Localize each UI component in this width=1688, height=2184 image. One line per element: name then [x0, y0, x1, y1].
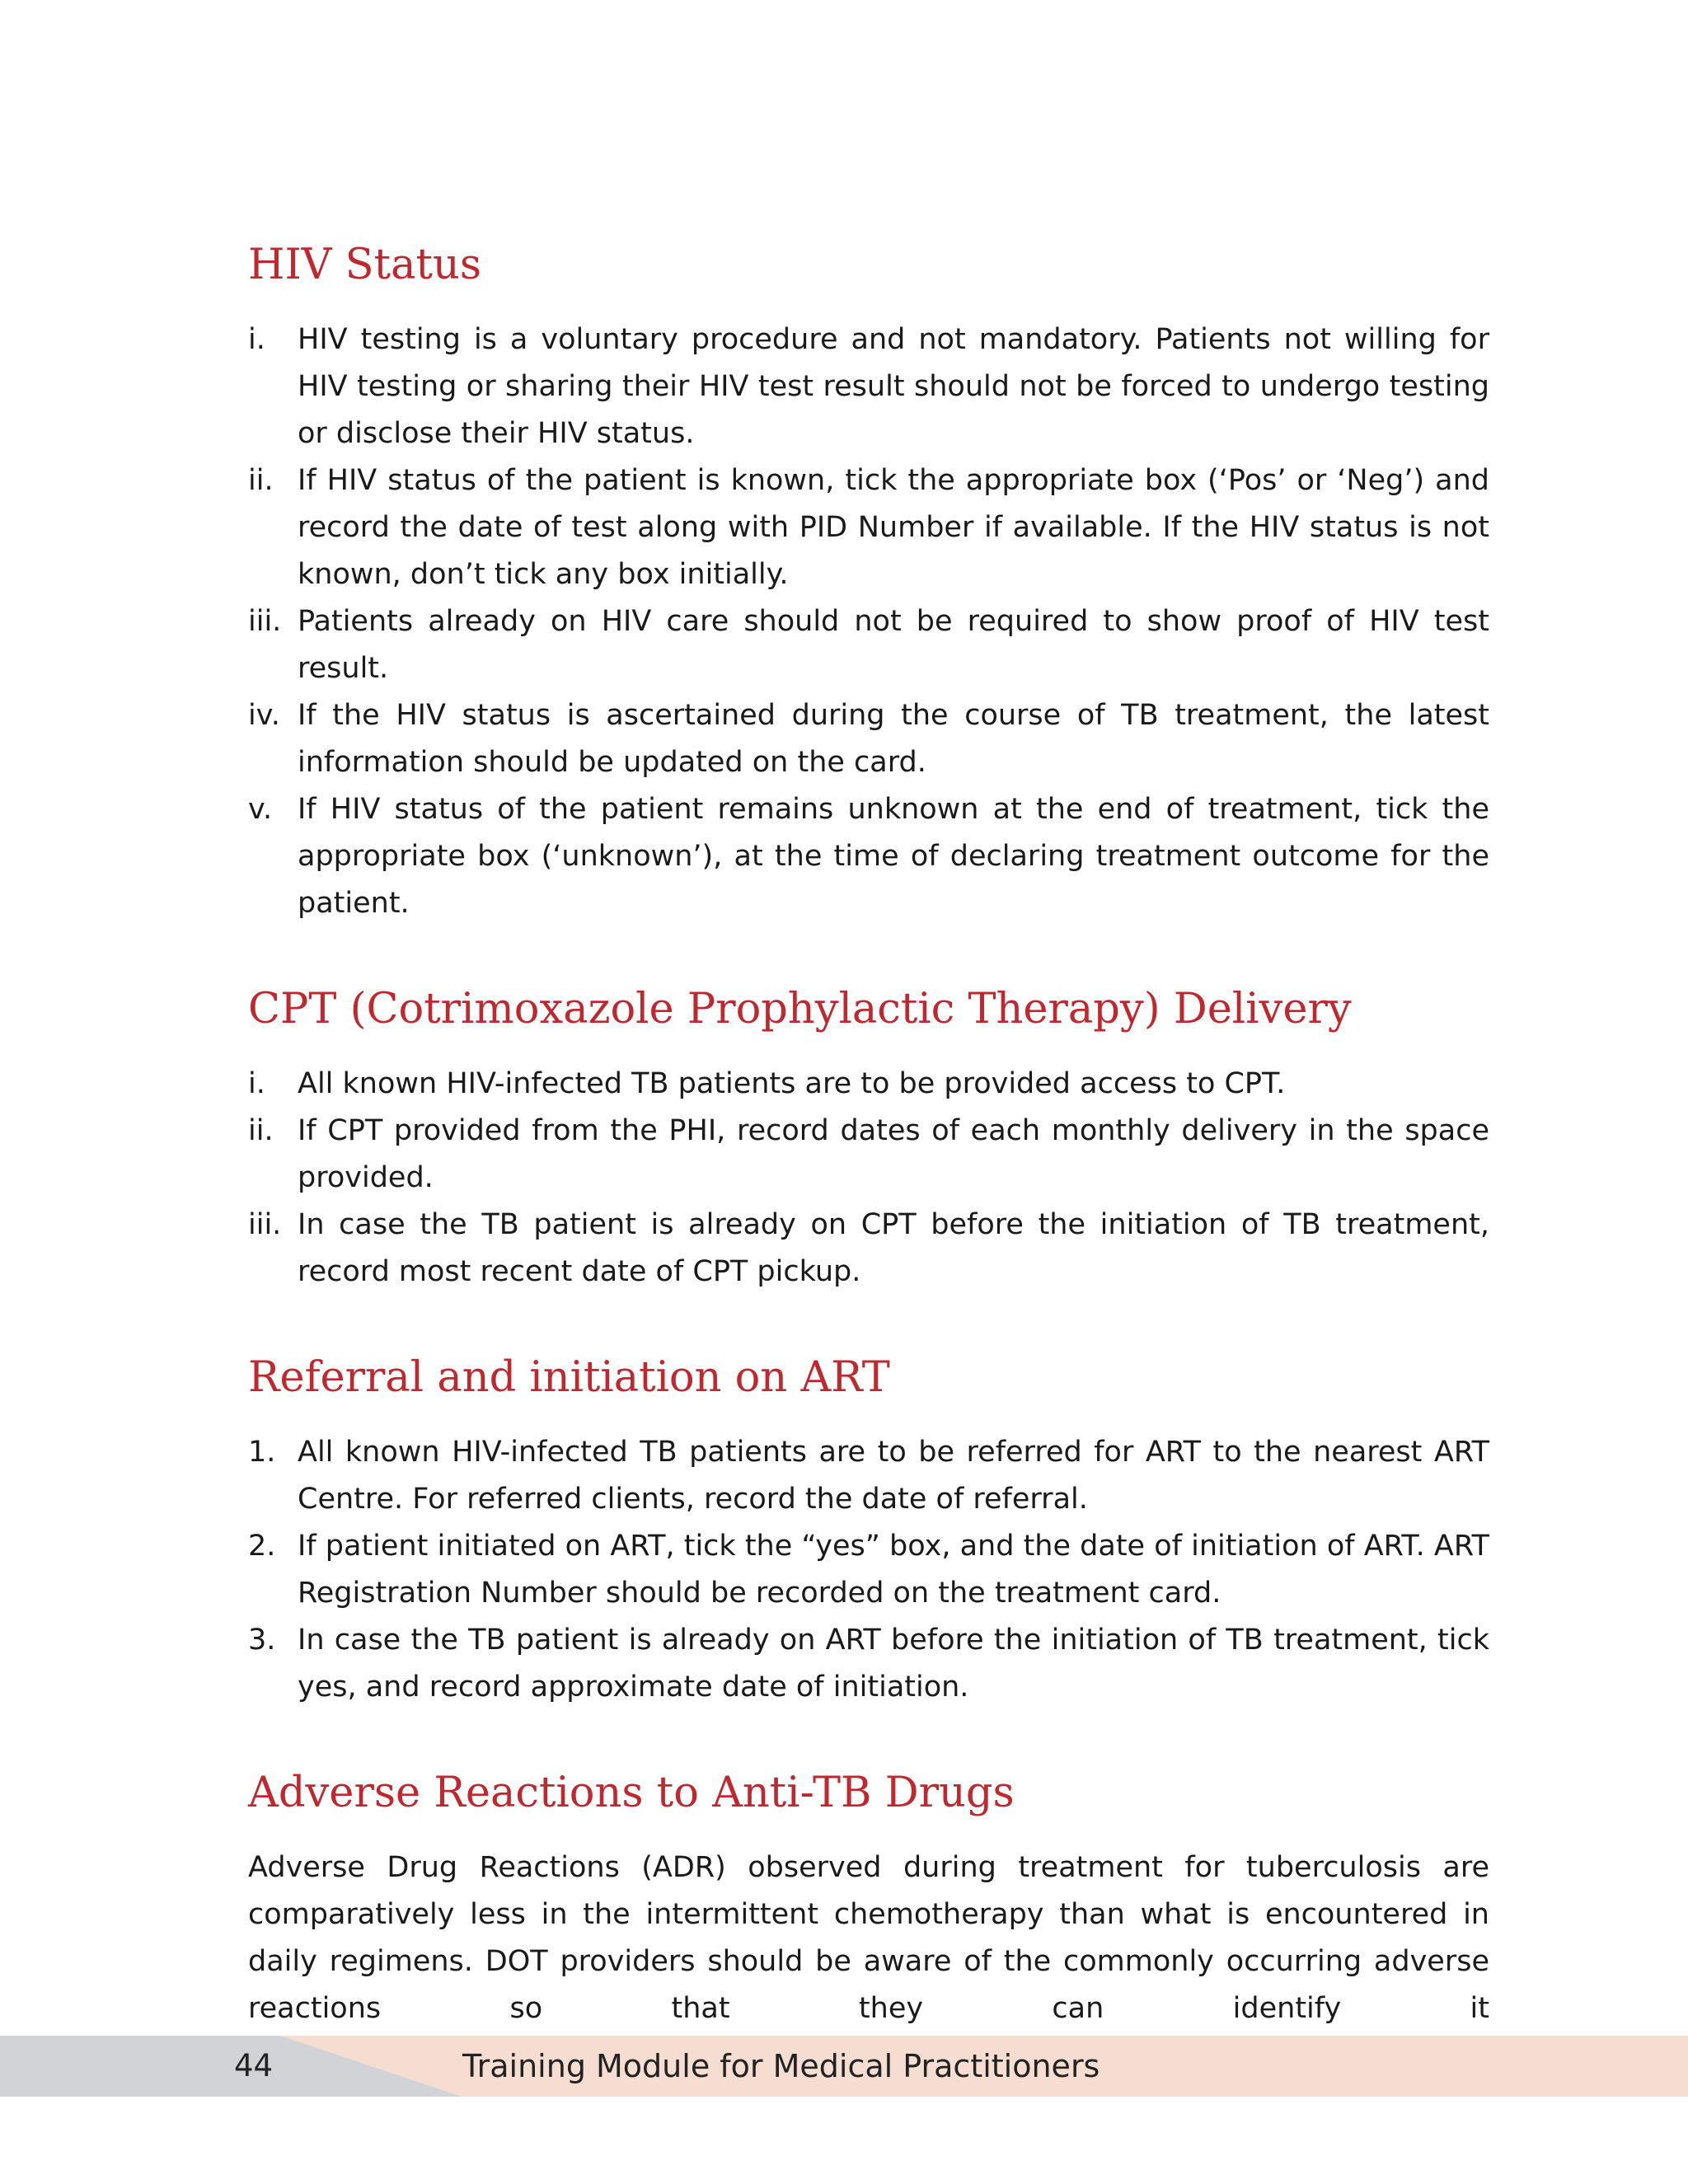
list-item — [248, 1061, 1489, 1108]
list-item-number: i. — [248, 323, 265, 356]
list-item-text: All known HIV-infected TB patients are to be referred for ART to the nearest ART Centre. For referred clients, record the date of referral. — [298, 1436, 1489, 1516]
list-item-text: If HIV status of the patient remains unknown at the end of treatment, tick the appropriate box (‘unknown’), at the time of declaring treatment outcome for the patient. — [298, 793, 1489, 920]
list-item-number: iii. — [248, 1208, 282, 1241]
heading-art-referral: Referral and initiation on ART — [248, 1353, 890, 1402]
section-adverse-reactions — [248, 1765, 1489, 2032]
list-item — [248, 598, 1489, 692]
list-item — [248, 316, 1489, 457]
heading-adverse-reactions: Adverse Reactions to Anti-TB Drugs — [248, 1769, 1015, 1817]
cpt-delivery-list — [248, 1061, 1489, 1296]
list-item — [248, 457, 1489, 598]
footer-grey-band — [0, 2036, 462, 2097]
list-item-text: HIV testing is a voluntary procedure and not mandatory. Patients not willing for HIV testing or sharing their HIV test result should not be forced to undergo testing or disclose their HIV status. — [298, 323, 1489, 450]
list-item-number: 3. — [248, 1624, 276, 1657]
page-number: 44 — [234, 2048, 274, 2083]
list-item-number: ii. — [248, 464, 274, 497]
page-content — [248, 237, 1489, 2032]
section-hiv-status — [248, 237, 1489, 927]
list-item-text: If the HIV status is ascertained during the course of TB treatment, the latest information should be updated on the card. — [298, 699, 1489, 779]
list-item — [248, 1523, 1489, 1617]
section-art-referral — [248, 1350, 1489, 1711]
list-item-text: In case the TB patient is already on CPT before the initiation of TB treatment, record most recent date of CPT pickup. — [298, 1208, 1489, 1288]
hiv-status-list — [248, 316, 1489, 927]
list-item-text: If patient initiated on ART, tick the “yes” box, and the date of initiation of ART. ART Registration Number should be recorded on the treatment card. — [298, 1530, 1489, 1610]
page-footer — [0, 2036, 1688, 2097]
adverse-reactions-paragraph: Adverse Drug Reactions (ADR) observed during treatment for tuberculosis are comparatively less in the intermittent chemotherapy than what is encountered in daily regimens. DOT providers should be aware of the commonly occurring adverse reactions so that they can identify it — [248, 1851, 1489, 2025]
list-item — [248, 1108, 1489, 1202]
list-item-text: Patients already on HIV care should not be required to show proof of HIV test result. — [298, 605, 1489, 685]
list-item-number: 1. — [248, 1436, 276, 1469]
art-referral-list — [248, 1429, 1489, 1711]
list-item-number: i. — [248, 1067, 265, 1100]
list-item — [248, 1429, 1489, 1523]
list-item-text: If HIV status of the patient is known, tick the appropriate box (‘Pos’ or ‘Neg’) and record the date of test along with PID Number if available. If the HIV status is not known, don’t tick any box initially. — [298, 464, 1489, 591]
list-item — [248, 1617, 1489, 1711]
list-item-number: ii. — [248, 1114, 274, 1147]
list-item-number: 2. — [248, 1530, 276, 1563]
list-item — [248, 786, 1489, 927]
list-item — [248, 692, 1489, 786]
heading-cpt-delivery: CPT (Cotrimoxazole Prophylactic Therapy) Delivery — [248, 985, 1352, 1033]
section-cpt-delivery — [248, 982, 1489, 1296]
list-item-number: iv. — [248, 699, 280, 732]
list-item-text: All known HIV-infected TB patients are to be provided access to CPT. — [298, 1067, 1286, 1100]
list-item-number: iii. — [248, 605, 282, 638]
list-item-number: v. — [248, 793, 273, 826]
list-item-text: In case the TB patient is already on ART before the initiation of TB treatment, tick yes, and record approximate date of initiation. — [298, 1624, 1489, 1704]
list-item-text: If CPT provided from the PHI, record dates of each monthly delivery in the space provided. — [298, 1114, 1489, 1194]
footer-title: Training Module for Medical Practitioners — [462, 2048, 1100, 2084]
heading-hiv-status: HIV Status — [248, 241, 482, 289]
list-item — [248, 1202, 1489, 1296]
